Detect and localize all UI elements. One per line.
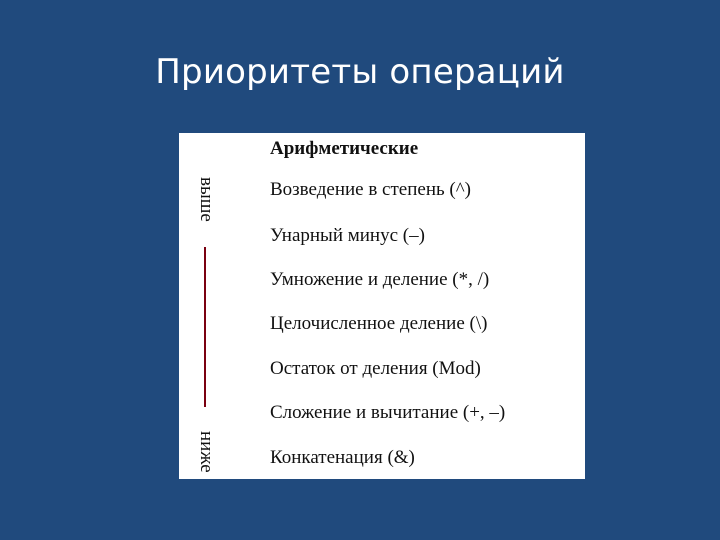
scale-high-label: выше: [196, 177, 217, 222]
slide-title: Приоритеты операций: [155, 52, 565, 92]
operation-item: Умножение и деление (*, /): [270, 269, 490, 290]
operation-item: Остаток от деления (Mod): [270, 358, 481, 379]
precedence-scale: [191, 177, 219, 473]
operation-item: Унарный минус (–): [270, 225, 425, 246]
operation-item: Конкатенация (&): [270, 447, 415, 468]
operation-item: Сложение и вычитание (+, –): [270, 402, 506, 423]
operation-item: Возведение в степень (^): [270, 179, 471, 200]
figure-heading: Арифметические: [270, 138, 419, 159]
operator-precedence-figure: [179, 133, 585, 479]
operation-item: Целочисленное деление (\): [270, 313, 488, 334]
scale-low-label: ниже: [196, 431, 217, 473]
scale-line: [204, 247, 206, 407]
